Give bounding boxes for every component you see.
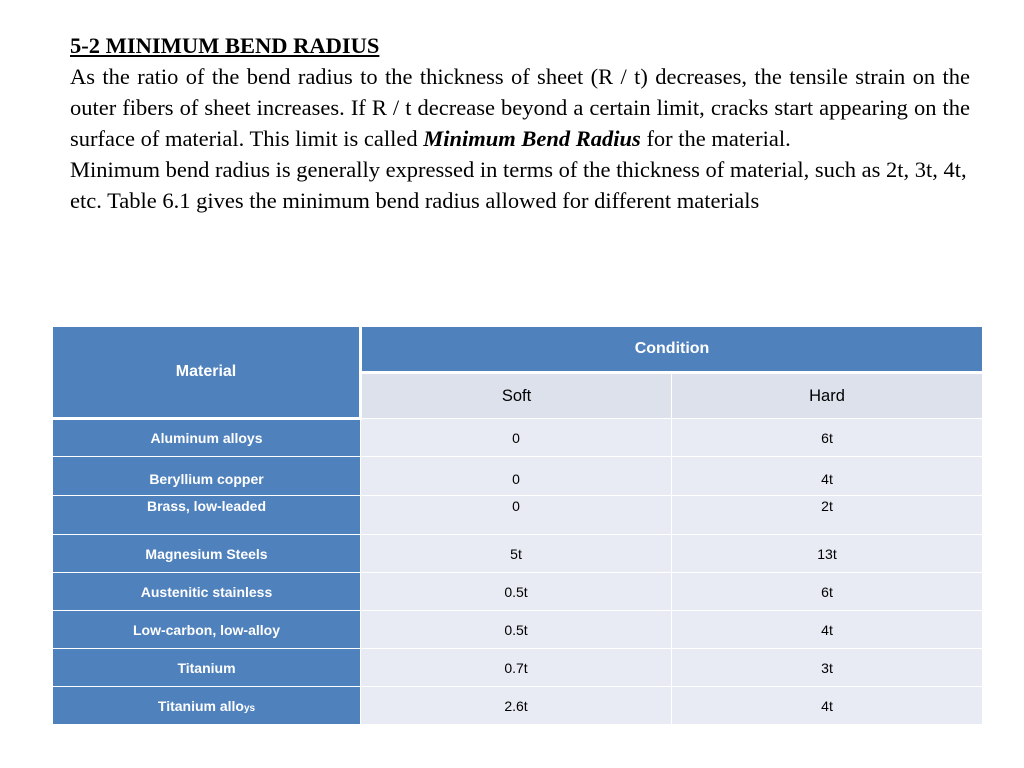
row-material-main: Titanium allo — [157, 697, 244, 714]
row-soft: 0.5t — [361, 573, 672, 611]
table-row — [53, 611, 983, 649]
table-row — [53, 496, 983, 535]
row-hard: 13t — [672, 535, 983, 573]
row-material: Aluminum alloys — [53, 419, 361, 457]
row-material-subscript: ys — [243, 702, 256, 714]
header-condition: Condition — [361, 327, 983, 373]
row-soft: 2.6t — [361, 687, 672, 725]
row-material: Titanium — [53, 649, 361, 687]
row-hard: 4t — [672, 457, 983, 496]
row-material: Austenitic stainless — [53, 573, 361, 611]
table-row — [53, 457, 983, 496]
emphasis-term: Minimum Bend Radius — [423, 126, 641, 151]
row-soft: 0.7t — [361, 649, 672, 687]
paragraph-table-intro: Minimum bend radius is generally expressed in terms of the thickness of material, such as 2t, 3t, 4t, etc. Table 6.1 gives the minimum bend radius allowed for different materials — [70, 157, 967, 213]
row-hard: 4t — [672, 687, 983, 725]
row-hard: 3t — [672, 649, 983, 687]
row-material: Low-carbon, low-alloy — [53, 611, 361, 649]
header-material: Material — [53, 327, 361, 419]
row-material: Beryllium copper — [53, 457, 361, 496]
row-soft: 0.5t — [361, 611, 672, 649]
table-row — [53, 535, 983, 573]
table-row — [53, 419, 983, 457]
row-material: Brass, low-leaded — [53, 496, 361, 535]
paragraph-intro-text: As the ratio of the bend radius to the thickness of sheet (R / t) decreases, the tensile strain on the outer fibers of sheet increases. If R / t decrease beyond a certain limit, cracks start appearing on the surface of material. This limit is called — [70, 64, 970, 151]
row-soft: 0 — [361, 419, 672, 457]
row-material: Magnesium Steels — [53, 535, 361, 573]
row-hard: 2t — [672, 496, 983, 535]
text-section — [70, 30, 970, 216]
header-soft: Soft — [361, 373, 672, 419]
row-soft: 0 — [361, 496, 672, 535]
row-soft: 0 — [361, 457, 672, 496]
row-soft: 5t — [361, 535, 672, 573]
row-material — [53, 687, 361, 725]
row-hard: 6t — [672, 419, 983, 457]
row-hard: 4t — [672, 611, 983, 649]
paragraph-intro — [70, 61, 970, 154]
row-hard: 6t — [672, 573, 983, 611]
table-row — [53, 687, 983, 725]
paragraph-intro-end: for the material. — [640, 126, 791, 151]
table-row — [53, 573, 983, 611]
section-heading: 5-2 MINIMUM BEND RADIUS — [70, 33, 380, 58]
header-hard: Hard — [672, 373, 983, 419]
table-row — [53, 649, 983, 687]
min-bend-radius-table — [52, 326, 983, 725]
